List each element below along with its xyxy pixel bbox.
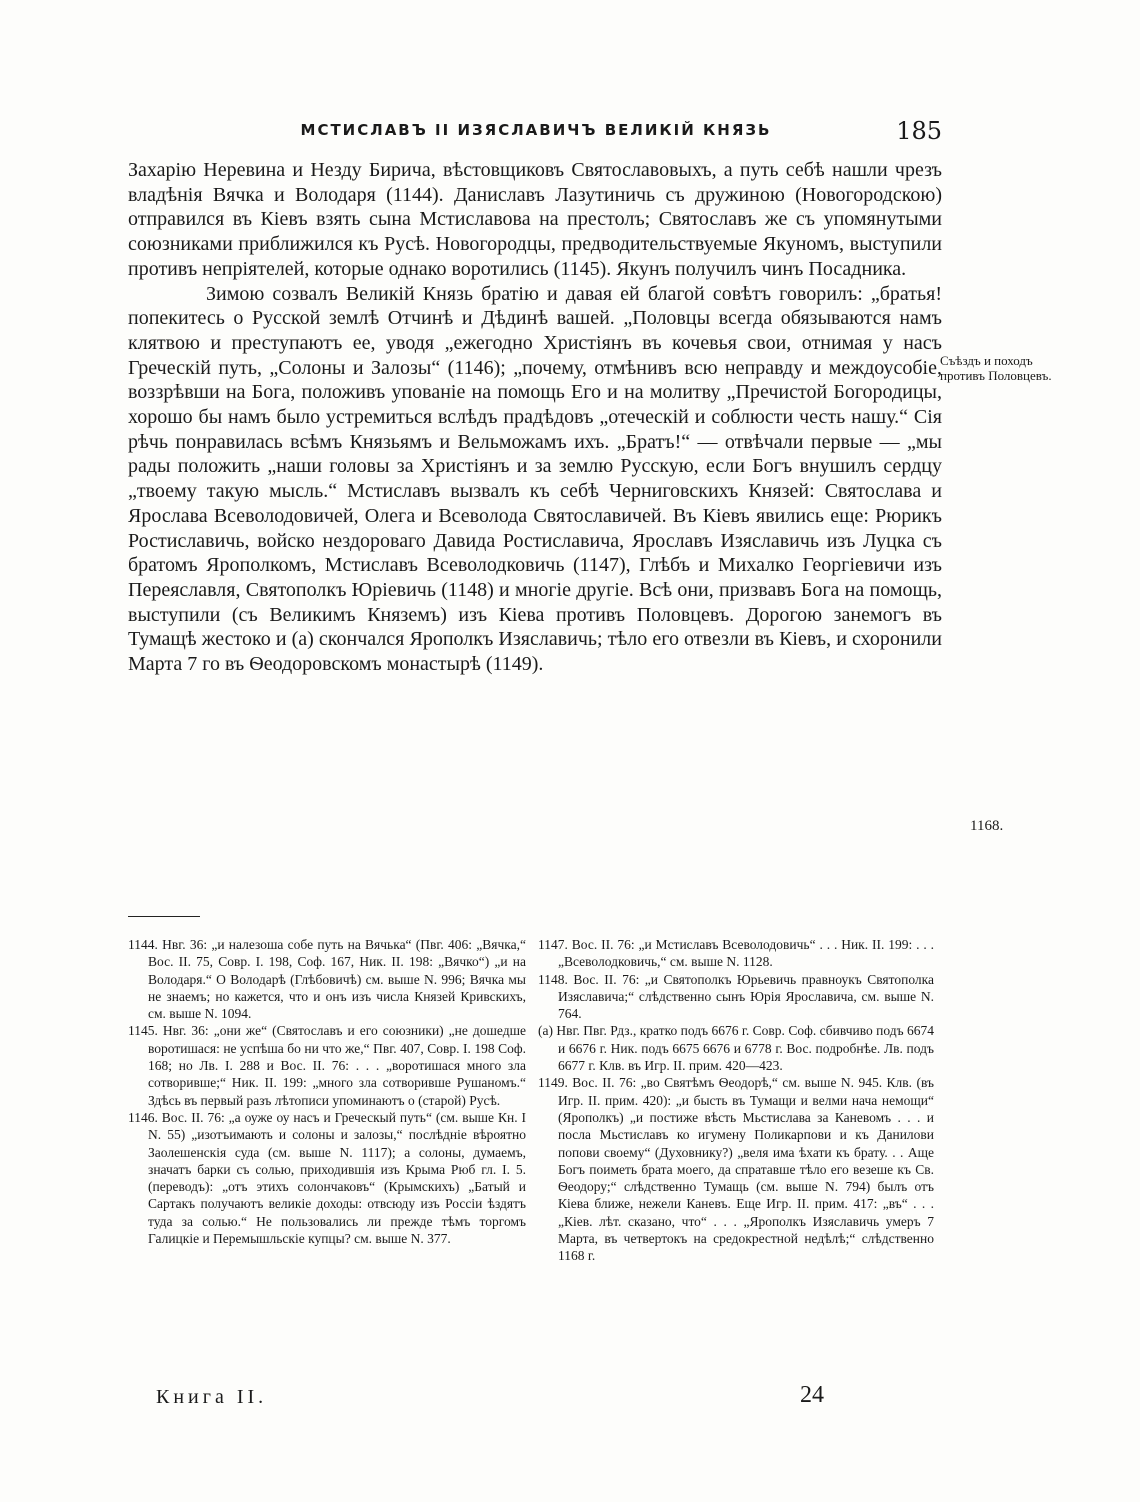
footnote: (а) Нвг. Пвг. Рдз., кратко подъ 6676 г. Совр. Соф. сбивчиво подъ 6674 и 6676 г. Ник. подъ 6675 6676 и 6778 г. Вос. подробнѣе. Лв. подъ 6677 г. Клв. въ Игр. II. прим. 420—423. [538,1023,934,1074]
footnote: 1144. Нвг. 36: „и налезоша собе путь на Вячька“ (Пвг. 406: „Вячка,“ Вос. II. 75, Совр. I. 198, Соф. 167, Ник. II. 198: „Вячко“) „и на Володаря.“ О Володарѣ (Глѣбовичѣ) см. выше N. 996; Вячка мы не знаемъ; но кажется, что и онъ изъ числа Князей Кривскихъ, см. выше N. 1094. [128,937,526,1022]
margin-year: 1168. [970,818,1004,834]
page-number: 185 [896,117,942,145]
footnote: 1149. Вос. II. 76: „во Святѣмъ Ѳеодорѣ,“ см. выше N. 945. Клв. (въ Игр. II. прим. 420): „и бысть въ Тумащи и велми нача немощи“ (Ярополкъ) „и постиже вѣсть Мьстислава за Каневомъ . . . и посла Мьстиславъ ко игумену Поликарпови и къ Данилови попови своему“ (Духовнику?) „веля има ѣхати къ брату. . . Аще Богъ поиметь брата моего, да спратавше тѣло его везеше къ Св. Ѳеодору;“ слѣдственно Тумащь (см. выше N. 794) былъ отъ Кіева ближе, нежели Каневъ. Еще Игр. II. прим. 417: „въ“ . . . „Кіев. лѣт. сказано, что“ . . . „Ярополкъ Изяславичь умеръ 7 Марта, въ четвертокъ на средокрестной недѣлѣ;“ слѣдственно 1168 г. [538,1075,934,1264]
footnote: 1147. Вос. II. 76: „и Мстиславъ Всеволодовичь“ . . . Ник. II. 199: . . . „Всеволодковичь,“ см. выше N. 1128. [538,937,934,970]
running-head: МСТИСЛАВЪ II ИЗЯСЛАВИЧЪ ВЕЛИКІЙ КНЯЗЬ [300,121,772,139]
book-signature: Книга II. [156,1386,268,1408]
footnotes-left [128,936,526,1247]
footnote: 1146. Вос. II. 76: „а оуже оу насъ и Греческый путь“ (см. выше Кн. I N. 55) „изотъимають и солоны и залозы,“ послѣдніе вѣроятно Заолешенскія суда (см. выше N. 1117); а солоны, думаемъ, значатъ барки съ солью, приходившія изъ Крыма Рюб гл. I. 5. (переводъ): „отъ этихъ солончаковъ“ (Крымскихъ) „Батый и Сартакъ получаютъ великіе доходы: отвсюду изъ Россіи ѣздятъ туда за солью.“ Не пользовались ли прежде тѣмъ торгомъ Галицкіе и Перемышльскіе купцы? см. выше N. 377. [128,1109,526,1247]
paragraph: Захарію Неревина и Незду Бирича, вѣстовщиковъ Святославовыхъ, а путь себѣ нашли чрезъ владѣнія Вячка и Володаря (1144). Даниславъ Лазутиничь съ дружиною (Новогородскою) отправился въ Кіевъ взять сына Мстиславова на престолъ; Святославъ же съ упомянутыми союзниками приближился къ Русѣ. Новогородцы, предводительствуемые Якуномъ, выступили противъ непріятелей, которые однако воротились (1145). Якунъ получилъ чинъ Посадника. [128,159,942,280]
margin-note: Съѣздъ и походъ противъ Половцевъ. [940,353,1052,383]
page-footer [128,1382,828,1418]
footnote: 1145. Нвг. 36: „они же“ (Святославъ и его союзники) „не дошедше воротишася: не успѣша бо ни что же,“ Пвг. 407, Совр. I. 198 Соф. 168; но Лв. I. 288 и Вос. II. 76: . . . „воротишася много зла сотворивше;“ Ник. II. 199: „много зла сотворивше Рушаномъ.“ Здѣсь въ первый разъ лѣтописи упоминаютъ о (старой) Русѣ. [128,1023,526,1108]
footnote: 1148. Вос. II. 76: „и Святополкъ Юрьевичь правноукъ Святополка Изяславича;“ слѣдственно сынъ Юрія Ярославича, см. выше N. 764. [538,971,934,1022]
sheet-number: 24 [800,1382,824,1408]
footnotes-right [538,936,934,1265]
paragraph: Зимою созвалъ Великій Князь братію и давая ей благой совѣтъ говорилъ: „братья! попекитесь о Русской землѣ Отчинѣ и Дѣдинѣ вашей. „Половцы всегда обязываются намъ клятвою и преступаютъ ее, уводя „ежегодно Христіянъ въ кочевья свои, отнимая у насъ Греческій путь, „Солоны и Залозы“ (1146); „почему, отмѣнивъ всю неправду и междоусобіе, воззрѣвши на Бога, положивъ упованіе на помощь Его и на молитву „Пречистой Богородицы, хорошо бы намъ было устремиться вслѣдъ прадѣдовъ „отечеcкій и соблюсти честь нашу.“ Сія рѣчь понравилась всѣмъ Князьямъ и Вельможамъ ихъ. „Братъ!“ — отвѣчали первые — „мы рады положить „наши головы за Христіянъ и за землю Русскую, если Богъ внушилъ сердцу „твоему такую мысль.“ Мстиславъ вызвалъ къ себѣ Черниговскихъ Князей: Святослава и Ярослава Всеволодовичей, Олега и Всеволода Святославичей. Въ Кіевъ явились еще: Рюрикъ Ростиславичь, войско нездороваго Давида Ростиславича, Ярославъ Изяславичь изъ Луцка съ братомъ Ярополкомъ, Мстиславъ Всеволодковичь (1147), Глѣбъ и Михалко Георгіевичи изъ Переяславля, Святополкъ Юріевичь (1148) и многіе другіе. Всѣ они, призвавъ Бога на помощь, выступили (съ Великимъ Княземъ) изъ Кіева противъ Половцевъ. Дорогою занемогъ въ Тумащѣ жестоко и (а) скончался Ярополкъ Изяславичь; тѣло его отвезли въ Кіевъ, и схоронили Марта 7 го въ Ѳеодоровскомъ монастырѣ (1149). [128,282,942,676]
footnote-rule [128,916,200,917]
main-text [128,158,942,677]
page-header [128,118,942,148]
